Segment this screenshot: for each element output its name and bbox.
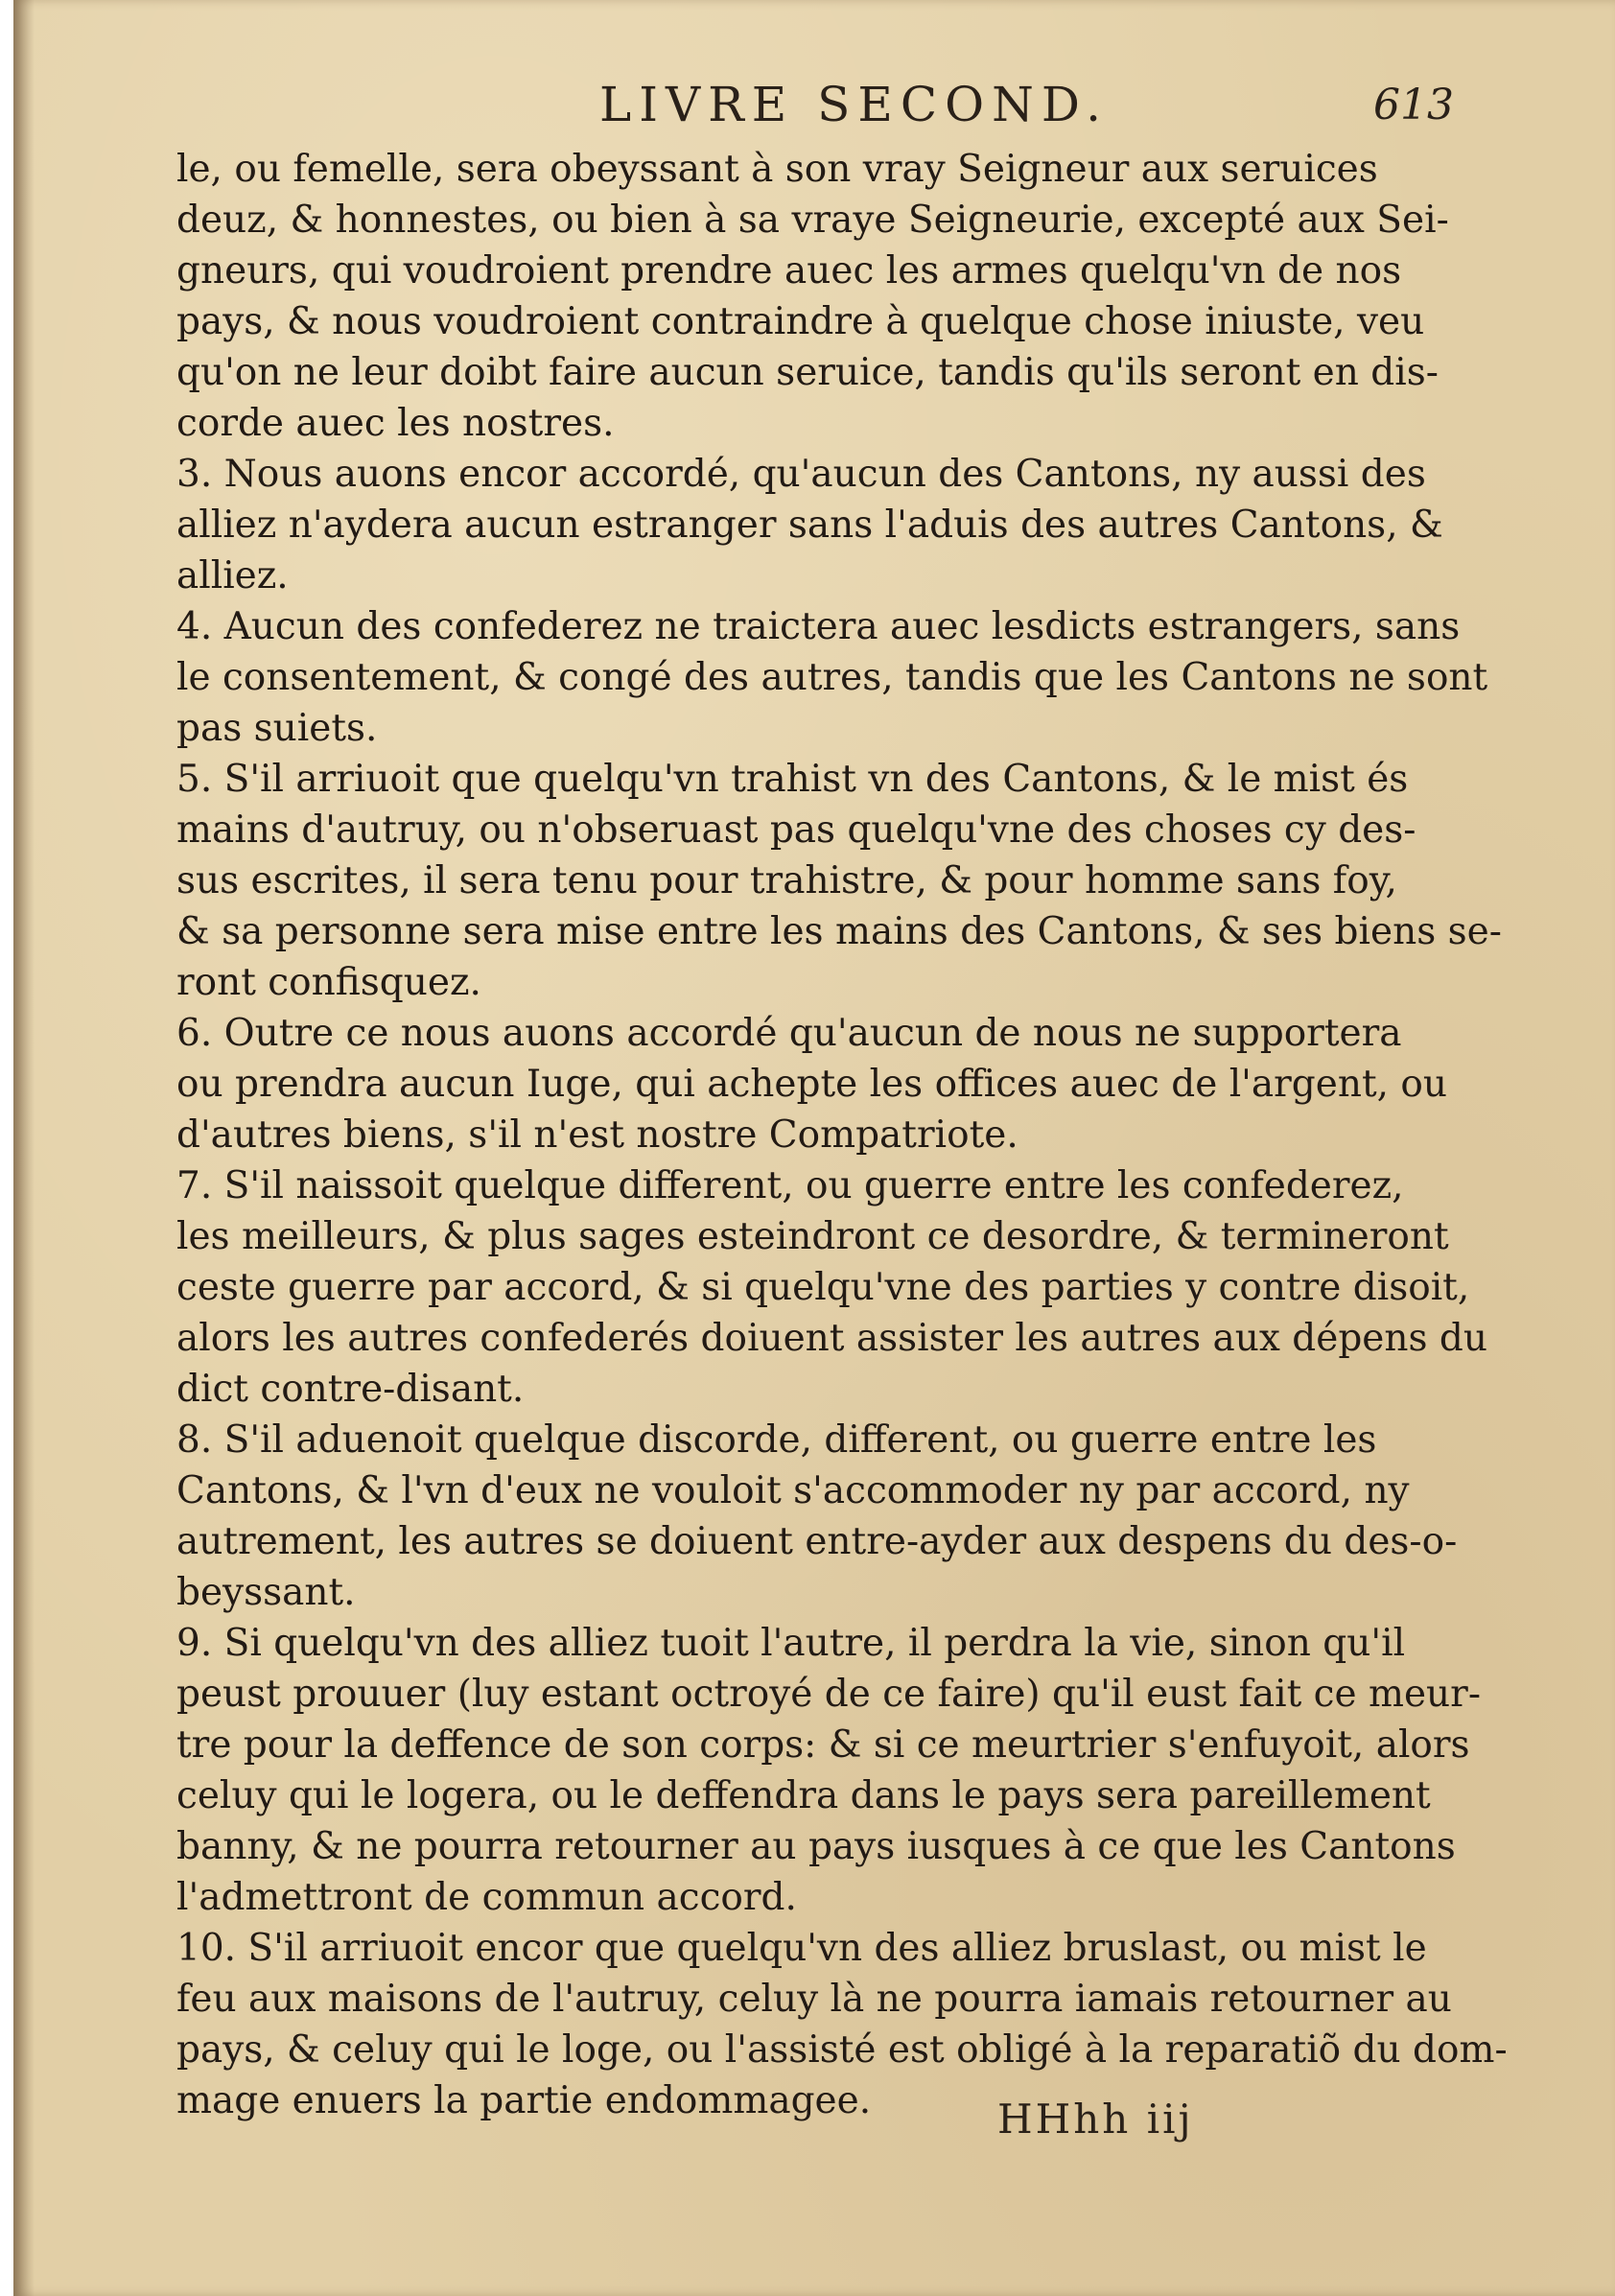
running-head xyxy=(0,77,1615,144)
text-line: ceste guerre par accord, & si quelqu'vne des parties y contre disoit, xyxy=(176,1266,1470,1309)
text-line: 7. S'il naissoit quelque different, ou guerre entre les confederez, xyxy=(176,1164,1404,1207)
text-line: celuy qui le logera, ou le deffendra dans le pays sera pareillement xyxy=(176,1774,1431,1817)
text-line: mains d'autruy, ou n'obseruast pas quelqu'vne des choses cy des- xyxy=(176,808,1416,852)
text-line: banny, & ne pourra retourner au pays iusques à ce que les Cantons xyxy=(176,1825,1456,1868)
text-line: dict contre-disant. xyxy=(176,1368,525,1411)
text-line: ou prendra aucun Iuge, qui achepte les offices auec de l'argent, ou xyxy=(176,1063,1448,1106)
text-line: peust prouuer (luy estant octroyé de ce faire) qu'il eust fait ce meur- xyxy=(176,1673,1481,1716)
running-title: LIVRE SECOND. xyxy=(599,77,1110,132)
text-line: pas suiets. xyxy=(176,707,378,750)
page-number: 613 xyxy=(1373,81,1454,129)
text-line: Cantons, & l'vn d'eux ne vouloit s'accommoder ny par accord, ny xyxy=(176,1469,1410,1512)
body-text xyxy=(176,144,1508,2126)
text-line: 9. Si quelqu'vn des alliez tuoit l'autre, il perdra la vie, sinon qu'il xyxy=(176,1622,1406,1665)
text-line: deuz, & honnestes, ou bien à sa vraye Seigneurie, excepté aux Sei- xyxy=(176,199,1449,242)
gutter-shadow xyxy=(13,0,35,2296)
text-line: d'autres biens, s'il n'est nostre Compatriote. xyxy=(176,1113,1018,1157)
text-line: qu'on ne leur doibt faire aucun seruice, tandis qu'ils seront en dis- xyxy=(176,351,1439,394)
text-line: 5. S'il arriuoit que quelqu'vn trahist vn des Cantons, & le mist és xyxy=(176,758,1409,801)
signature-mark: HHhh iij xyxy=(997,2096,1194,2143)
text-line: pays, & celuy qui le loge, ou l'assisté est obligé à la reparatiõ du dom- xyxy=(176,2028,1508,2072)
text-line: l'admettront de commun accord. xyxy=(176,1876,797,1919)
text-line: ront confisquez. xyxy=(176,961,481,1004)
text-line: 6. Outre ce nous auons accordé qu'aucun de nous ne supportera xyxy=(176,1012,1402,1055)
text-line: les meilleurs, & plus sages esteindront ce desordre, & termineront xyxy=(176,1215,1449,1258)
text-line: gneurs, qui voudroient prendre auec les armes quelqu'vn de nos xyxy=(176,249,1402,293)
text-line: & sa personne sera mise entre les mains des Cantons, & ses biens se- xyxy=(176,910,1502,953)
text-line: 4. Aucun des confederez ne traictera auec lesdicts estrangers, sans xyxy=(176,605,1461,648)
text-line: 8. S'il aduenoit quelque discorde, different, ou guerre entre les xyxy=(176,1418,1377,1462)
text-line: autrement, les autres se doiuent entre-ayder aux despens du des-o- xyxy=(176,1520,1458,1563)
text-line: le consentement, & congé des autres, tandis que les Cantons ne sont xyxy=(176,656,1488,699)
text-line: tre pour la deffence de son corps: & si ce meurtrier s'enfuyoit, alors xyxy=(176,1723,1470,1767)
text-line: beyssant. xyxy=(176,1571,356,1614)
text-line: pays, & nous voudroient contraindre à quelque chose iniuste, veu xyxy=(176,300,1425,343)
text-line: corde auec les nostres. xyxy=(176,402,615,445)
text-line: alliez. xyxy=(176,554,289,597)
text-line: le, ou femelle, sera obeyssant à son vray Seigneur aux seruices xyxy=(176,148,1378,191)
text-line: 10. S'il arriuoit encor que quelqu'vn des alliez bruslast, ou mist le xyxy=(176,1927,1427,1970)
text-line: mage enuers la partie endommagee. xyxy=(176,2079,872,2122)
text-line: alliez n'aydera aucun estranger sans l'aduis des autres Cantons, & xyxy=(176,504,1443,547)
text-line: feu aux maisons de l'autruy, celuy là ne pourra iamais retourner au xyxy=(176,1978,1452,2021)
text-line: 3. Nous auons encor accordé, qu'aucun des Cantons, ny aussi des xyxy=(176,453,1426,496)
text-line: alors les autres confederés doiuent assister les autres aux dépens du xyxy=(176,1317,1487,1360)
text-line: sus escrites, il sera tenu pour trahistre, & pour homme sans foy, xyxy=(176,859,1397,902)
